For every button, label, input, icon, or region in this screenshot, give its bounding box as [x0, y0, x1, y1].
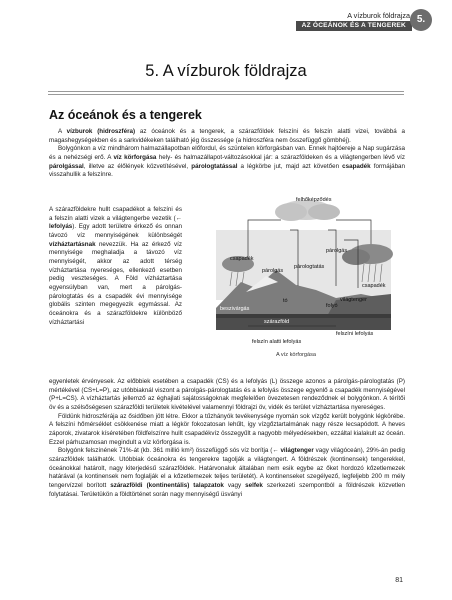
- page-number: 81: [395, 577, 403, 584]
- paragraph-3: A szárazföldekre hullt csapadékot a felszíni és a felszín alatti vizek a világtengerbe vezetik (← lefolyás). Egy adott területre érkező és onnan távozó víz mennyiségének különbségét vízháztartásnak nevezzük. Ha az érkező víz mennyisége meghaladja a távozó víz mennyiségét, akkor az adott térség vízháztartása nyereséges, ellenkező esetben pedig veszteséges. A Föld vízháztartása egyensúlyban van, mert a párolgás-párologtatás és a csapadék évi mennyisége globális szinten megegyezik egymással. Az óceánokra és a szárazföldekre különböző vízháztartási: [49, 206, 182, 326]
- label-szarazfold: szárazföld: [264, 319, 290, 325]
- water-cycle-figure: [186, 190, 406, 356]
- main-text-continued: [49, 378, 405, 499]
- section-title: Az óceánok és a tengerek: [49, 108, 202, 122]
- running-header-section: AZ ÓCEÁNOK ÉS A TENGEREK: [296, 21, 412, 31]
- label-felszini-lefolyas: felszíni lefolyás: [336, 331, 374, 337]
- paragraph-1: A vízburok (hidroszféra) az óceánok és a tengerek, a szárazföldek felszíni és felszín alatti vizei, továbbá a magashegységekben és a sarkvidékeken található jég összessége (a hidroszféra nem összefüggő gömbhéj).: [49, 128, 405, 144]
- title-divider-bottom: [48, 94, 404, 95]
- ground-layer: [216, 314, 391, 318]
- intro-text: [49, 128, 405, 180]
- paragraph-3-continued: egyenletek érvényesek. Az előbbiek esetében a csapadék (CS) és a lefolyás (L) összege azonos a párolgás-párologtatás (P) mértékével (CS+L=P), az utóbbiaknál viszont a párolgás-párologtatás és a lefolyás összege egyenlő a csapadék mennyiségével (P+L=CS). A vízháztartás jellemző az éghajlati sajátosságoknak megfelelően övezetesen rendeződnek el bolygónkon. A térítői öv és a szélsőségesen szárazföldi területek kivételével valamennyi földrajzi öv, vidék és terület vízháztartása nyereséges.: [49, 378, 405, 411]
- chapter-title: 5. A vízburok földrajza: [145, 62, 307, 80]
- label-parolgas-mid: párolgás: [262, 268, 284, 274]
- label-folyo: folyó: [326, 303, 338, 309]
- label-parologtatas: párologtatás: [294, 264, 325, 270]
- cloud-shape: [275, 200, 340, 221]
- label-csapadek-left: csapadék: [230, 256, 254, 262]
- chapter-number-badge: 5.: [410, 9, 432, 31]
- running-header: [296, 11, 412, 31]
- paragraph-4: Földünk hidroszférája az ősidőben jött létre. Ekkor a tűzhányók tevékenysége nyomán sok vízgőz került bolygónk légkörébe. A felszíni hőmérséklet csökkenése miatt a légkör fokozatosan lehűlt, így vízgőztartalmának nagy része lecsapódott. A heves záporok, zivatarok kíséretében földfelszínre hullt csapadékvíz összegyűlt a nagyobb mélyedésekben, ezzáltal kialakult az óceán. Ezzel párhuzamosan megindult a víz körforgása is.: [49, 412, 405, 446]
- running-header-title: A vízburok földrajza: [347, 11, 410, 20]
- label-felszin-alatti-lefolyas: felszín alatti lefolyás: [252, 339, 302, 345]
- paragraph-2: Bolygónkon a víz mindhárom halmazállapotban előfordul, és szüntelen körforgásban van. Ennek hajtóereje a Nap sugárzása és a nehézségi erő. A víz körforgása hely- és halmazállapot-változásokkal jár: a szárazföldeken és a világtengerben lévő víz párolgással, illetve az élőlények közvetítésével, párologtatással a légkörbe jut, majd azt követően csapadék formájában visszahullik a felszínre.: [49, 145, 405, 179]
- figure-caption: A víz körforgása: [275, 352, 317, 358]
- label-csapadek-right: csapadék: [362, 283, 386, 289]
- label-beszivargas: beszivárgás: [220, 306, 250, 312]
- label-vilagtenger: világtenger: [340, 297, 367, 303]
- label-parolgas-top: párolgás: [326, 248, 348, 254]
- paragraph-5: Bolygónk felszínének 71%-át (kb. 361 millió km²) összefüggő sós víz borítja (← világtenger vagy világóceán), 29%-án pedig szárazföldek találhatók. Utóbbiak óceánokra és tengerekre tagolják a világtengert. A földrészek (kontinensek) tengerekkel, óceánokkal határolt, nagy kiterjedésű szárazföldek. Határvonaluk általában nem esik egybe az őket hordozó kőzetlemezek határával (a kontinensek nem foglalják el a kőzetlemezek teljes területét). A kontinenseket szegélyező, legfeljebb 200 m mély tengervízzel borított szárazföldi (kontinentális) talapzatok vagy selfek szerkezeti szempontból a földrészek közvetlen folytatásai. Területükön a földtörténet során nagy mennyiségű üsványi: [49, 447, 405, 498]
- label-felhokepzodes: felhőképződés: [296, 197, 332, 203]
- underground-layer: [216, 318, 391, 330]
- title-divider-top: [48, 91, 404, 92]
- label-to: tó: [283, 298, 288, 304]
